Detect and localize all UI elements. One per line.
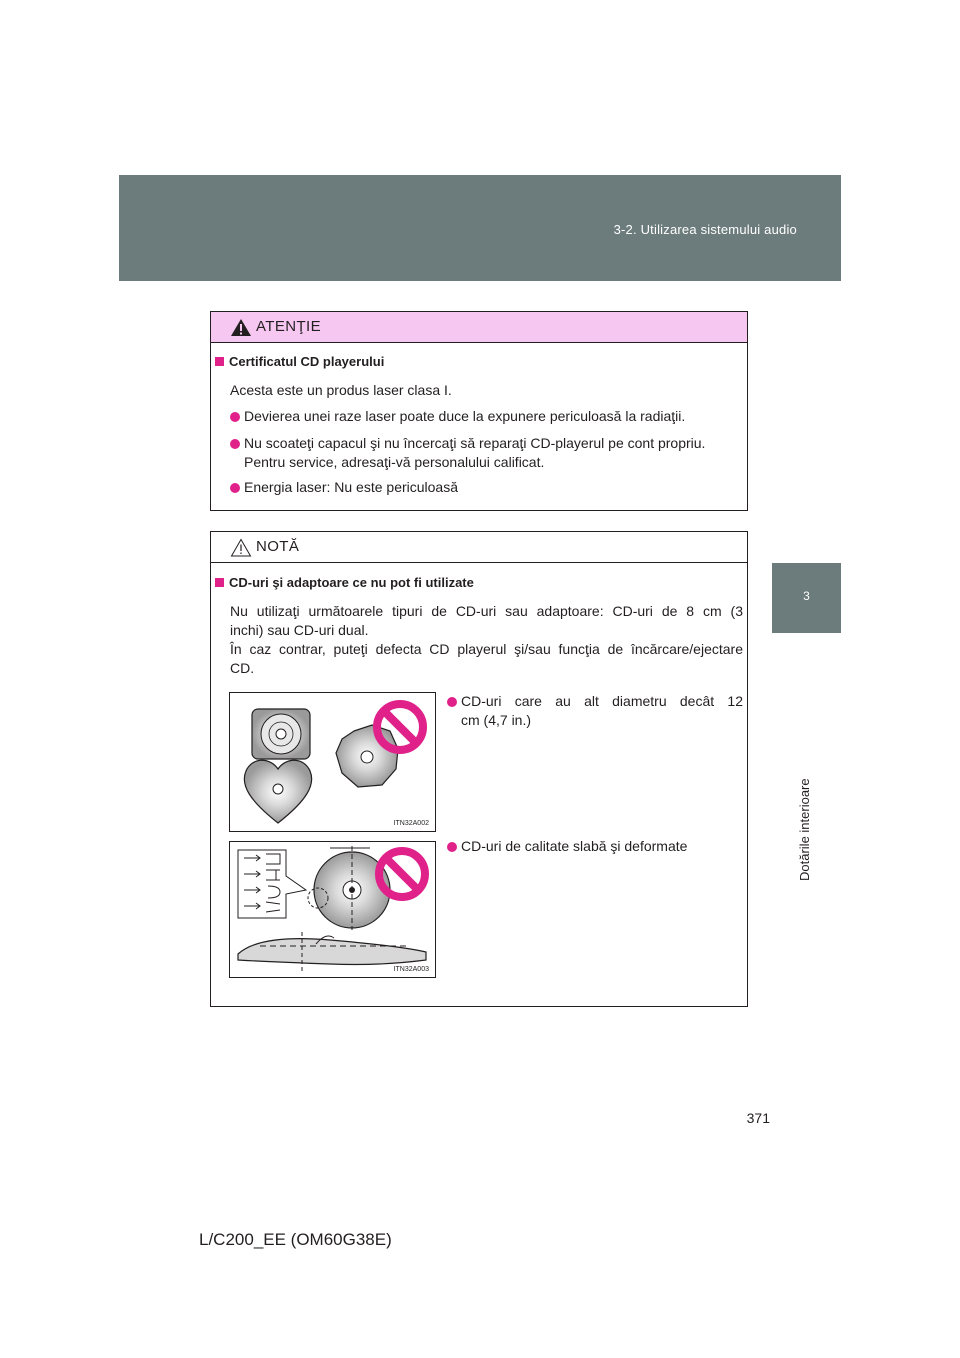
bullet-dot-icon — [447, 697, 457, 707]
figure-code: ITN32A002 — [393, 820, 429, 827]
section-title: 3-2. Utilizarea sistemului audio — [613, 222, 797, 237]
square-bullet-icon — [215, 578, 224, 587]
bullet-dot-icon — [230, 412, 240, 422]
square-bullet-icon — [215, 357, 224, 366]
odd-shaped-cds-illustration — [230, 693, 435, 831]
figure-code: ITN32A003 — [393, 966, 429, 973]
caution-intro: Acesta este un produs laser clasa I. — [230, 382, 452, 398]
note-box: NOTĂ CD-uri şi adaptoare ce nu pot fi utilizate Nu utilizaţi următoarele tipuri de CD-uri sau adaptoare: CD-uri de 8 cm (3 inchi) sau CD-uri dual. În caz contrar, puteţi defecta CD playerul şi/sau funcţia de încărcare/ejectare CD. ITN32A002 CD-uri care au alt diametru decât 12 cm (4,7 in.) ITN32A003 CD-uri de calitate slabă şi deformate — [210, 531, 748, 1007]
bullet-dot-icon — [230, 483, 240, 493]
caution-header — [211, 312, 747, 343]
caution-title: ATENŢIE — [256, 318, 322, 335]
note-header — [211, 532, 747, 563]
note-paragraph-line: Nu utilizaţi următoarele tipuri de CD-uri sau adaptoare: CD-uri de 8 cm (3 — [230, 603, 743, 619]
deformed-cds-illustration — [230, 842, 435, 977]
warning-filled-icon — [230, 318, 252, 337]
caution-box: ATENŢIE Certificatul CD playerului Acesta este un produs laser clasa I. Devierea unei raze laser poate duce la expunere periculoasă la radiaţii. Nu scoateţi capacul şi nu încercaţi să reparaţi CD-playerul pe cont propriu. Pentru service, adresaţi-vă personalului calificat. Energia laser: Nu este periculoasă — [210, 311, 748, 511]
note-paragraph-line: CD. — [230, 660, 255, 676]
bullet-dot-icon — [230, 439, 240, 449]
caution-section-heading: Certificatul CD playerului — [215, 354, 384, 369]
chapter-tab — [772, 563, 841, 633]
chapter-number: 3 — [803, 589, 810, 603]
page-number: 371 — [746, 1110, 770, 1126]
note-section-heading: CD-uri şi adaptoare ce nu pot fi utilizate — [215, 575, 474, 590]
figure-odd-shaped-cds — [229, 692, 436, 832]
bullet-dot-icon — [447, 842, 457, 852]
note-paragraph-line: inchi) sau CD-uri dual. — [230, 622, 369, 638]
note-paragraph-line: În caz contrar, puteţi defecta CD playerul şi/sau funcţia de încărcare/ejectare — [230, 641, 743, 657]
note-title: NOTĂ — [256, 538, 300, 555]
warning-outline-icon — [230, 538, 252, 557]
header-band — [119, 175, 841, 281]
figure-deformed-cds — [229, 841, 436, 978]
chapter-label: Dotările interioare — [797, 778, 812, 881]
document-code: L/C200_EE (OM60G38E) — [199, 1230, 392, 1249]
chapter-label-container — [745, 633, 865, 881]
